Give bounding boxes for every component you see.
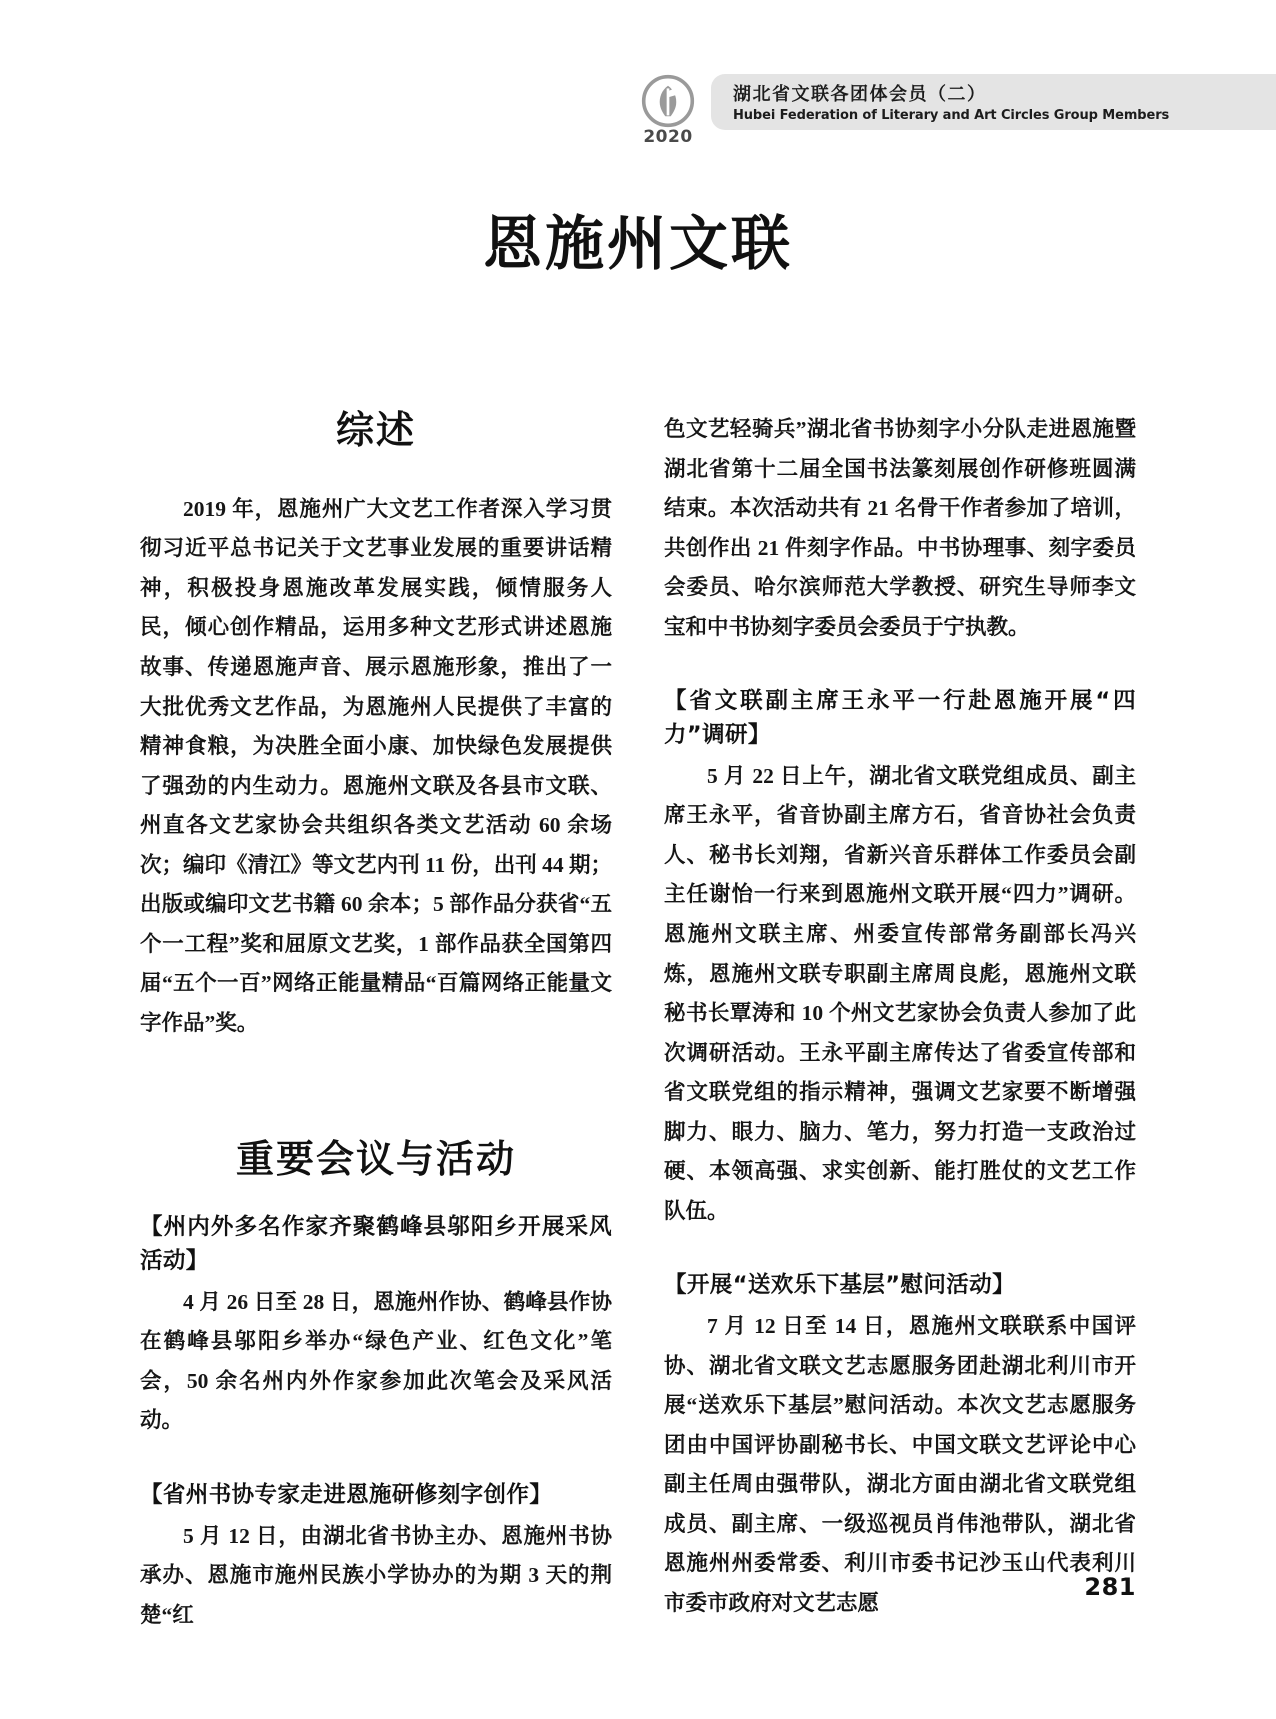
section-heading-meetings: 重要会议与活动	[235, 1137, 516, 1182]
body-columns	[140, 410, 1136, 1639]
right-column	[664, 410, 1136, 1639]
article-spacer	[140, 1445, 612, 1479]
article-spacer	[664, 1235, 1136, 1269]
header-title-chinese: 湖北省文联各团体会员（二）	[733, 84, 987, 106]
publication-logo	[633, 74, 703, 152]
section-spacer	[140, 1047, 612, 1139]
article-body-1: 4 月 26 日至 28 日，恩施州作协、鹤峰县作协在鹤峰县邬阳乡举办“绿色产业、红色文化”笔会，50 余名州内外作家参加此次笔会及采风活动。	[140, 1289, 612, 1433]
header-title-band	[711, 74, 1276, 130]
logo-year-label: 2020	[643, 127, 693, 147]
running-header	[0, 74, 1276, 147]
article-heading-2: 【省州书协专家走进恩施研修刻字创作】	[140, 1481, 553, 1508]
page-number: 281	[1084, 1573, 1136, 1601]
left-column	[140, 410, 612, 1639]
article-spacer	[664, 651, 1136, 685]
article-heading-4: 【开展“送欢乐下基层”慰问活动】	[664, 1272, 1015, 1299]
header-title-english: Hubei Federation of Literary and Art Circles Group Members	[733, 107, 1170, 123]
article-heading-1: 【州内外多名作家齐聚鹤峰县邬阳乡开展采风活动】	[140, 1214, 612, 1274]
overview-paragraph: 2019 年，恩施州广大文艺工作者深入学习贯彻习近平总书记关于文艺事业发展的重要讲话精神，积极投身恩施改革发展实践，倾情服务人民，倾心创作精品，运用多种文艺形式讲述恩施故事、传递恩施声音、展示恩施形象，推出了一大批优秀文艺作品，为恩施州人民提供了丰富的精神食粮，为决胜全面小康、加快绿色发展提供了强劲的内生动力。恩施州文联及各县市文联、州直各文艺家协会共组织各类文艺活动 60 余场次；编印《清江》等文艺内刊 11 份，出刊 44 期；出版或编印文艺书籍 60 余本；5 部作品分获省“五个一工程”奖和屈原文艺奖，1 部作品获全国第四届“五个一百”网络正能量精品“百篇网络正能量文字作品”奖。	[140, 496, 612, 1035]
article-heading-3: 【省文联副主席王永平一行赴恩施开展“四力”调研】	[664, 688, 1136, 749]
article-body-3: 5 月 22 日上午，湖北省文联党组成员、副主席王永平，省音协副主席方石，省音协社会负责人、秘书长刘翔，省新兴音乐群体工作委员会副主任谢怡一行来到恩施州文联开展“四力”调研。恩施州文联主席、州委宣传部常务副部长冯兴炼，恩施州文联专职副主席周良彪，恩施州文联秘书长覃涛和 10 个州文艺家协会负责人参加了此次调研活动。王永平副主席传达了省委宣传部和省文联党组的指示精神，强调文艺家要不断增强脚力、眼力、脑力、笔力，努力打造一支政治过硬、本领高强、求实创新、能打胜仗的文艺工作队伍。	[664, 763, 1136, 1223]
article-body-2-continued: 色文艺轻骑兵”湖北省书协刻字小分队走进恩施暨湖北省第十二届全国书法篆刻展创作研修班圆满结束。本次活动共有 21 名骨干作者参加了培训，共创作出 21 件刻字作品。中书协理事、刻字委员会委员、哈尔滨师范大学教授、研究生导师李文宝和中书协刻字委员会委员于宁执教。	[664, 417, 1136, 639]
page-title: 恩施州文联	[482, 209, 793, 278]
section-heading-overview: 综述	[335, 408, 416, 452]
article-body-2: 5 月 12 日，由湖北省书协主办、恩施州书协承办、恩施市施州民族小学协办的为期 3 天的荆楚“红	[140, 1523, 612, 1627]
article-body-4: 7 月 12 日至 14 日，恩施州文联联系中国评协、湖北省文联文艺志愿服务团赴湖北利川市开展“送欢乐下基层”慰问活动。本次文艺志愿服务团由中国评协副秘书长、中国文联文艺评论中心副主任周由强带队，湖北方面由湖北省文联党组成员、副主席、一级巡视员肖伟池带队，湖北省恩施州州委常委、利川市委书记沙玉山代表利川市委市政府对文艺志愿	[664, 1314, 1136, 1615]
federation-emblem-icon	[641, 74, 695, 128]
